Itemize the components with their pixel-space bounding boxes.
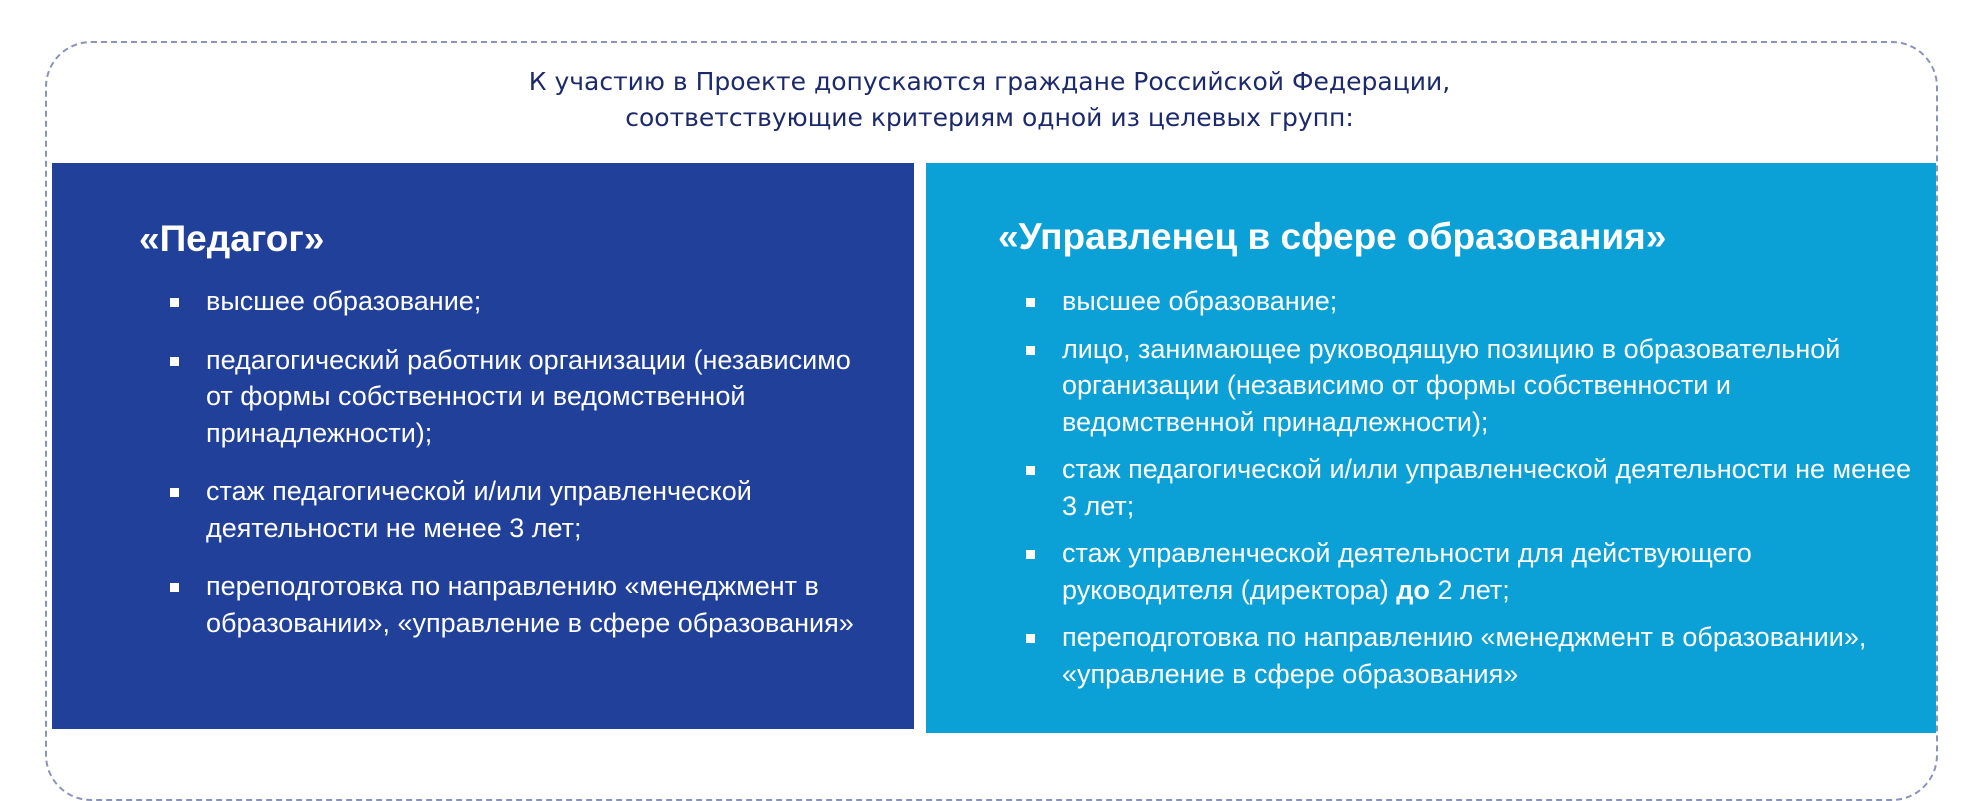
manager-criterion-text-end: 2 лет; (1429, 574, 1510, 605)
square-bullet-icon (170, 583, 179, 592)
manager-criterion-item (1008, 451, 1913, 524)
square-bullet-icon (170, 488, 179, 497)
manager-criterion-text: стаж педагогической и/или управленческой деятельности не менее 3 лет; (1062, 454, 1912, 521)
manager-criterion-text: высшее образование; (1062, 286, 1338, 316)
square-bullet-icon (170, 357, 179, 366)
teacher-criterion-item (152, 473, 872, 546)
teacher-criteria-list (152, 283, 872, 663)
manager-criterion-text: переподготовка по направлению «менеджмент в образовании», «управление в сфере образования» (1062, 622, 1867, 689)
manager-title: «Управленец в сфере образования» (998, 216, 1667, 257)
square-bullet-icon (1026, 346, 1035, 355)
square-bullet-icon (1026, 298, 1035, 307)
teacher-criterion-text: стаж педагогической и/или управленческой деятельности не менее 3 лет; (206, 476, 752, 543)
teacher-criterion-text: переподготовка по направлению «менеджмент в образовании», «управление в сфере образования» (206, 571, 854, 638)
square-bullet-icon (170, 298, 179, 307)
teacher-panel (52, 163, 914, 729)
manager-criteria-list (1008, 283, 1913, 703)
teacher-title: «Педагог» (139, 218, 325, 259)
manager-criterion-item (1008, 535, 1913, 608)
square-bullet-icon (1026, 550, 1035, 559)
manager-criterion-item (1008, 331, 1913, 441)
manager-criterion-text: лицо, занимающее руководящую позицию в образовательной организации (независимо от формы собственности и ведомственной принадлежности); (1062, 333, 1841, 437)
manager-criterion-item (1008, 619, 1913, 692)
manager-criterion-text-start: стаж управленческой деятельности для действующего руководителя (директора) (1062, 538, 1752, 605)
manager-criterion-text (1062, 538, 1752, 605)
teacher-criterion-text: педагогический работник организации (независимо от формы собственности и ведомственной принадлежности); (206, 344, 851, 448)
manager-panel (926, 163, 1936, 733)
manager-criterion-item (1008, 283, 1913, 320)
square-bullet-icon (1026, 466, 1035, 475)
intro-heading-line-1: К участию в Проекте допускаются граждане Российской Федерации, (528, 67, 1451, 96)
square-bullet-icon (1026, 634, 1035, 643)
intro-heading-line-2: соответствующие критериям одной из целевых групп: (625, 103, 1354, 132)
manager-criterion-text-bold: до (1396, 574, 1430, 605)
intro-heading (0, 64, 1979, 136)
teacher-criterion-item (152, 342, 872, 452)
teacher-criterion-item (152, 283, 872, 320)
teacher-criterion-item (152, 568, 872, 641)
teacher-criterion-text: высшее образование; (206, 286, 482, 316)
